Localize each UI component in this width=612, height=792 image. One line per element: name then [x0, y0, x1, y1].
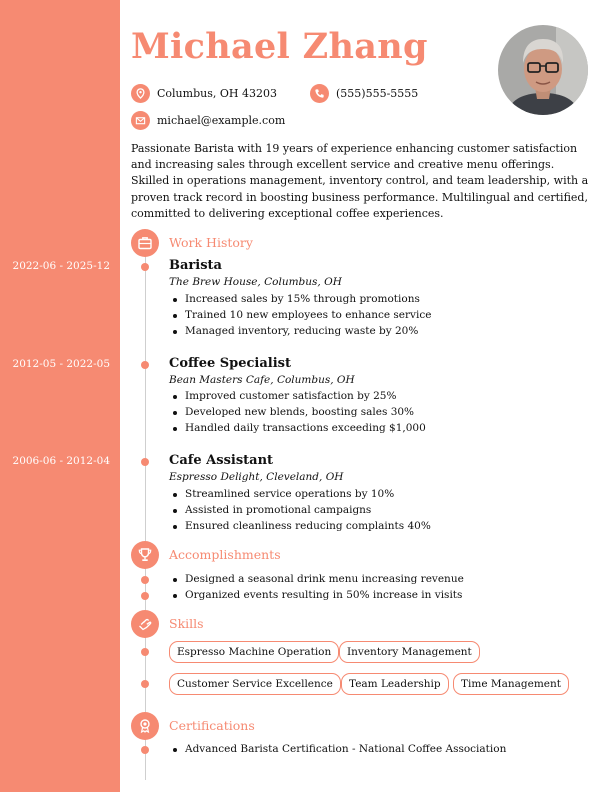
phone-text: (555)555-5555: [336, 87, 419, 100]
timeline-dot: [141, 648, 149, 656]
timeline-dot: [141, 680, 149, 688]
job-bullets: [169, 291, 431, 340]
list-item: Advanced Barista Certification - National Coffee Association: [169, 741, 506, 757]
list-item: Improved customer satisfaction by 25%: [169, 388, 426, 404]
job-employer: Bean Masters Cafe, Columbus, OH: [169, 374, 355, 386]
trophy-icon: [131, 541, 159, 569]
skill-chip: Customer Service Excellence: [169, 673, 341, 695]
map-pin-icon: [131, 84, 150, 103]
profile-photo: [498, 25, 588, 115]
contact-phone: [310, 84, 418, 103]
job-title: Coffee Specialist: [169, 356, 291, 371]
location-text: Columbus, OH 43203: [157, 87, 277, 100]
skill-chip: Time Management: [453, 673, 569, 695]
timeline-line: [145, 234, 146, 780]
accomplishments-list: [169, 571, 464, 603]
timeline-dot: [141, 746, 149, 754]
section-title-accomplishments: Accomplishments: [169, 547, 281, 562]
list-item: Organized events resulting in 50% increase in visits: [169, 587, 464, 603]
timeline-dot: [141, 263, 149, 271]
certifications-list: [169, 741, 506, 757]
job-title: Cafe Assistant: [169, 453, 274, 468]
contact-email: [131, 111, 285, 130]
job-dates: 2022-06 - 2025-12: [12, 260, 110, 272]
job-employer: The Brew House, Columbus, OH: [169, 276, 342, 288]
job-dates: 2012-05 - 2022-05: [12, 358, 110, 370]
list-item: Trained 10 new employees to enhance service: [169, 307, 431, 323]
section-title-work-history: Work History: [169, 235, 253, 250]
section-title-skills: Skills: [169, 616, 204, 631]
skill-chip: Team Leadership: [341, 673, 449, 695]
list-item: Designed a seasonal drink menu increasing revenue: [169, 571, 464, 587]
skill-chip: Espresso Machine Operation: [169, 641, 339, 663]
briefcase-icon: [131, 229, 159, 257]
list-item: Developed new blends, boosting sales 30%: [169, 404, 426, 420]
envelope-icon: [131, 111, 150, 130]
email-text: michael@example.com: [157, 114, 286, 127]
hand-wrench-icon: [131, 610, 159, 638]
job-dates: 2006-06 - 2012-04: [12, 455, 110, 467]
list-item: Increased sales by 15% through promotions: [169, 291, 431, 307]
list-item: Ensured cleanliness reducing complaints 40%: [169, 518, 431, 534]
job-employer: Espresso Delight, Cleveland, OH: [169, 471, 344, 483]
candidate-name: Michael Zhang: [131, 26, 428, 67]
skill-chip: Inventory Management: [339, 641, 480, 663]
phone-icon: [310, 84, 329, 103]
timeline-dot: [141, 592, 149, 600]
contact-location: [131, 84, 277, 103]
list-item: Assisted in promotional campaigns: [169, 502, 431, 518]
list-item: Streamlined service operations by 10%: [169, 486, 431, 502]
list-item: Managed inventory, reducing waste by 20%: [169, 323, 431, 339]
job-bullets: [169, 388, 426, 437]
timeline-dot: [141, 458, 149, 466]
professional-summary: Passionate Barista with 19 years of experience enhancing customer satisfaction and increasing sales through excellent service and creative menu offerings. Skilled in operations management, inventory control, and team leadership, with a proven track record in boosting business performance. Multilingual and certified, committed to delivering exceptional coffee experiences.: [131, 142, 589, 220]
timeline-dot: [141, 576, 149, 584]
list-item: Handled daily transactions exceeding $1,000: [169, 420, 426, 436]
job-title: Barista: [169, 258, 222, 273]
job-bullets: [169, 486, 431, 535]
timeline-dot: [141, 361, 149, 369]
section-title-certifications: Certifications: [169, 718, 255, 733]
left-sidebar: [0, 0, 120, 792]
award-ribbon-icon: [131, 712, 159, 740]
